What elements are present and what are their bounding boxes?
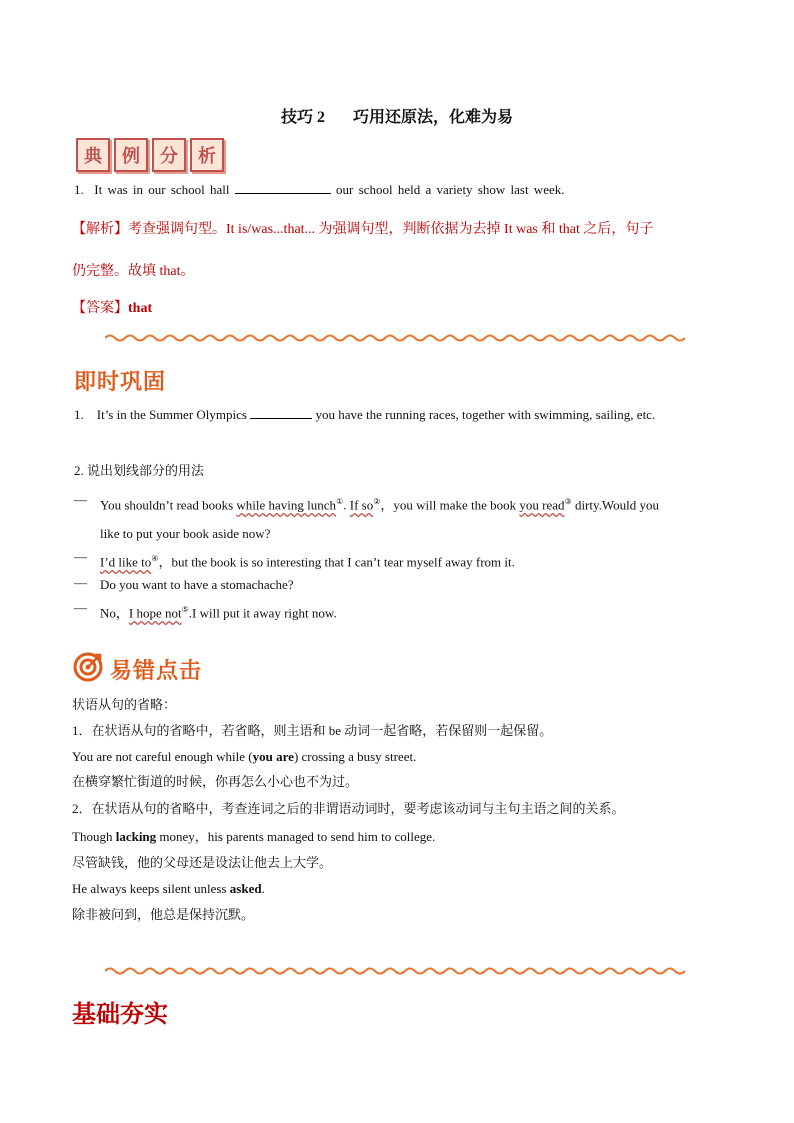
analysis-line-1 <box>72 220 653 240</box>
question-text-after: you have the running races, together with swimming, sailing, etc. <box>315 407 656 422</box>
banner-char: 例 <box>114 138 148 172</box>
answer-blank <box>250 404 312 419</box>
answer-value: that <box>128 301 153 316</box>
footnote-marker: ① <box>336 497 344 506</box>
dialog-text: . <box>343 497 350 513</box>
analysis-line-2: 仍完整。故填 that。 <box>72 264 195 279</box>
footnote-marker: ③ <box>564 497 572 506</box>
target-icon <box>73 652 103 682</box>
dialog-line-4 <box>100 600 337 623</box>
question-number: 1. <box>74 407 84 422</box>
dialog-dash: — <box>74 549 87 564</box>
practice-question-2-prompt: 2. 说出划线部分的用法 <box>74 463 205 478</box>
practice-question-1 <box>74 404 655 425</box>
example-3-english <box>72 879 265 899</box>
dialog-text: .I will put it away right now. <box>188 605 337 621</box>
answer-line <box>72 299 152 319</box>
wave-divider <box>105 333 690 343</box>
example-text: You are not careful enough while ( <box>72 749 253 764</box>
answer-blank <box>235 179 331 194</box>
banner-char: 分 <box>152 138 186 172</box>
analysis-text: 考查强调句型。It is/was...that... 为强调句型，判断依据为去掉 It was 和 that 之后，句子 <box>128 222 654 237</box>
dialog-dash: — <box>74 575 87 590</box>
example-text: He always keeps silent unless <box>72 881 230 896</box>
footnote-marker: ④ <box>151 554 159 563</box>
question-text-before: It was in our school hall <box>94 182 230 197</box>
example-text: money，his parents managed to send him to college. <box>156 829 436 844</box>
dialog-text: ，you will make the book <box>380 497 520 513</box>
footnote-marker: ② <box>373 497 381 506</box>
banner-char: 典 <box>76 138 110 172</box>
title-part2: 巧用还原法，化难为易 <box>353 109 514 126</box>
dialog-text: dirty.Would you <box>571 497 659 513</box>
rule-1: 1．在状语从句的省略中，若省略，则主语和 be 动词一起省略，若保留则一起保留。 <box>72 723 553 738</box>
mistakes-intro: 状语从句的省略： <box>72 697 177 712</box>
dialog-dash: — <box>74 600 87 615</box>
footnote-marker: ⑤ <box>181 605 189 614</box>
dialog-line-1-continued: like to put your book aside now? <box>100 526 271 541</box>
question-text-before: It’s in the Summer Olympics <box>96 407 247 422</box>
title-part1: 技巧 2 <box>280 109 325 126</box>
underlined-phrase: while having lunch <box>236 497 337 513</box>
example-text: Though <box>72 829 116 844</box>
analysis-label: 【解析】 <box>72 222 128 237</box>
example-text: ) crossing a busy street. <box>293 749 417 764</box>
dialog-dash: — <box>74 492 87 507</box>
underlined-phrase: you read <box>519 497 565 513</box>
page-title <box>0 104 794 127</box>
example-text: . <box>261 881 265 896</box>
question-text-after: our school held a variety show last week. <box>336 182 565 197</box>
example-2-chinese: 尽管缺钱，他的父母还是设法让他去上大学。 <box>72 855 333 870</box>
example-bold: lacking <box>115 829 157 844</box>
dialog-text: You shouldn’t read books <box>100 497 237 513</box>
example-section-banner <box>76 138 224 172</box>
practice-heading: 即时巩固 <box>74 370 167 395</box>
example-bold: you are <box>252 749 294 764</box>
underlined-phrase: I hope not <box>128 605 182 621</box>
question-number: 1. <box>74 182 84 197</box>
mistakes-heading: 易错点击 <box>110 659 203 684</box>
wave-divider <box>105 966 690 976</box>
foundation-heading: 基础夯实 <box>72 999 168 1028</box>
underlined-phrase: I’d like to <box>100 554 152 570</box>
underlined-phrase: If so <box>349 497 374 513</box>
example-3-chinese: 除非被问到，他总是保持沉默。 <box>72 907 255 922</box>
answer-label: 【答案】 <box>72 301 128 316</box>
dialog-line-3: Do you want to have a stomachache? <box>100 577 294 592</box>
example-1-chinese: 在横穿繁忙街道的时候，你再怎么小心也不为过。 <box>72 774 359 789</box>
example-2-english <box>72 827 435 847</box>
example-1-english <box>72 747 416 767</box>
dialog-line-1 <box>100 492 659 515</box>
banner-char: 析 <box>190 138 224 172</box>
dialog-text: ，but the book is so interesting that I can’t tear myself away from it. <box>158 554 515 570</box>
example-bold: asked <box>229 881 262 896</box>
dialog-line-2 <box>100 549 515 572</box>
example-question <box>74 179 565 200</box>
rule-2: 2．在状语从句的省略中，考查连词之后的非谓语动词时，要考虑该动词与主句主语之间的关系。 <box>72 801 625 816</box>
dialog-text: No， <box>100 605 129 621</box>
